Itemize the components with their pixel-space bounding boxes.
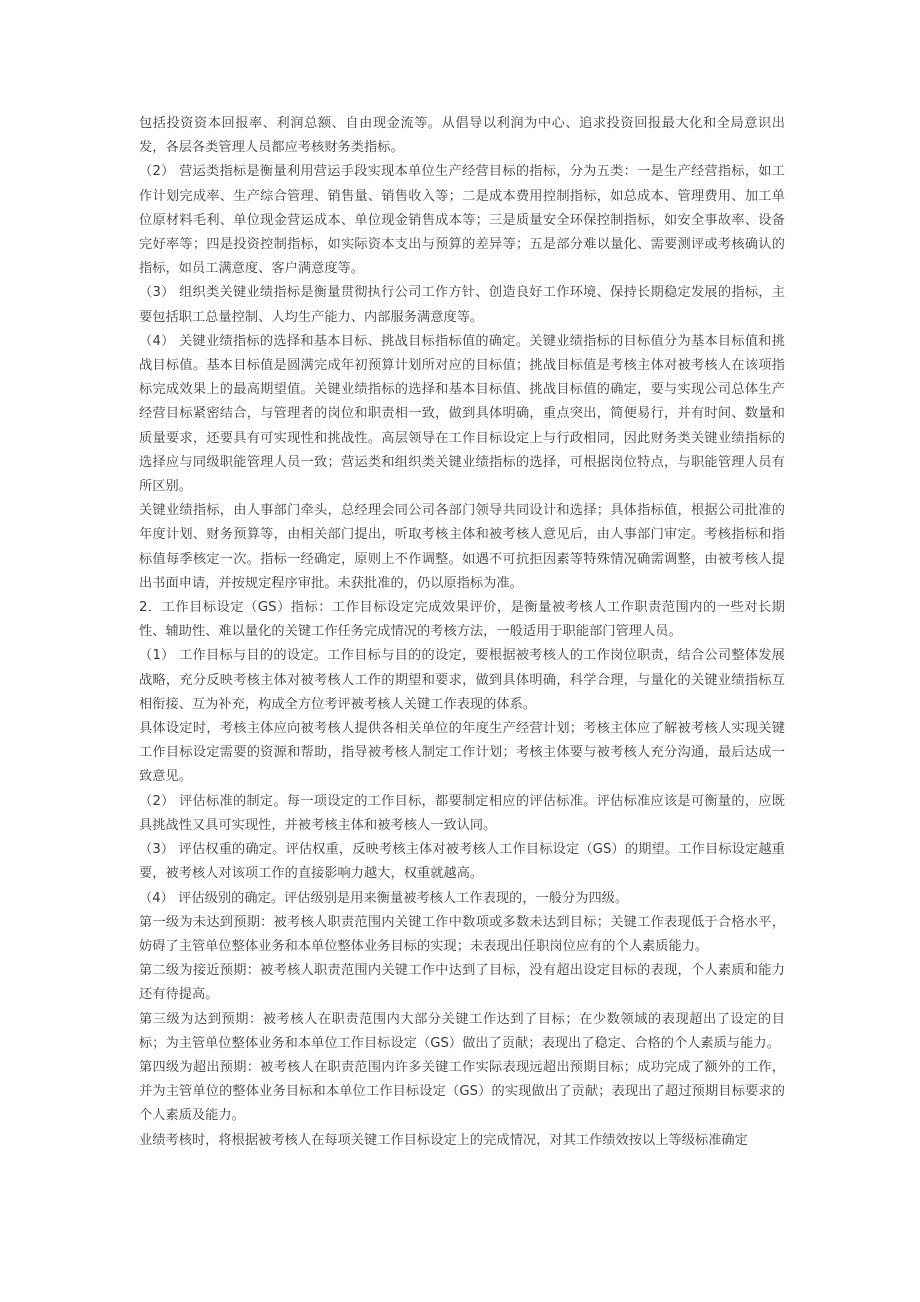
paragraph-evaluation-standards: （2） 评估标准的制定。每一项设定的工作目标，都要制定相应的评估标准。评估标准应该是可衡量的，应既具挑战性又具可实现性，并被考核主体和被考核人一致认同。 <box>139 793 785 833</box>
document-body <box>139 112 785 1153</box>
paragraph-kpi-target-values: （4） 关键业绩指标的选择和基本目标、挑战目标指标值的确定。关键业绩指标的目标值分为基本目标值和挑战目标值。基本目标值是圆满完成年初预算计划所对应的目标值；挑战目标值是考核主体对被考核人在该项指标完成效果上的最高期望值。关键业绩指标的选择和基本目标值、挑战目标值的确定，要与实现公司总体生产经营目标紧密结合，与管理者的岗位和职责相一致，做到具体明确，重点突出，简便易行，并有时间、数量和质量要求，还要具有可实现性和挑战性。高层领导在工作目标设定上与行政相同，因此财务类关键业绩指标的选择应与同级职能管理人员一致；营运类和组织类关键业绩指标的选择，可根据岗位特点，与职能管理人员有所区别。 <box>139 333 785 495</box>
paragraph-level-two: 第二级为接近预期：被考核人职责范围内关键工作中达到了目标，没有超出设定目标的表现，个人素质和能力还有待提高。 <box>139 963 785 1003</box>
paragraph-kpi-selection-process: 关键业绩指标，由人事部门牵头，总经理会同公司各部门领导共同设计和选择；具体指标值，根据公司批准的年度计划、财务预算等，由相关部门提出，听取考核主体和被考核人意见后，由人事部门审定。考核指标和指标值每季核定一次。指标一经确定，原则上不作调整。如遇不可抗拒因素等特殊情况确需调整，由被考核人提出书面申请，并按规定程序审批。未获批准的，仍以原指标为准。 <box>139 503 785 591</box>
paragraph-financial-indicators-cont: 包括投资资本回报率、利润总额、自由现金流等。从倡导以利润为中心、追求投资回报最大化和全局意识出发，各层各类管理人员都应考核财务类指标。 <box>139 116 785 156</box>
paragraph-evaluation-levels: （4） 评估级别的确定。评估级别是用来衡量被考核人工作表现的，一般分为四级。 <box>139 890 629 906</box>
paragraph-evaluation-weights: （3） 评估权重的确定。评估权重，反映考核主体对被考核人工作目标设定（GS）的期望。工作目标设定越重要，被考核人对该项工作的直接影响力越大，权重就越高。 <box>139 842 785 882</box>
paragraph-gs-indicators: 2．工作目标设定（GS）指标：工作目标设定完成效果评价，是衡量被考核人工作职责范围内的一些对长期性、辅助性、难以量化的关键工作任务完成情况的考核方法，一般适用于职能部门管理人员。 <box>139 600 785 640</box>
paragraph-performance-review: 业绩考核时，将根据被考核人在每项关键工作目标设定上的完成情况，对其工作绩效按以上等级标准确定 <box>139 1132 748 1148</box>
paragraph-level-four: 第四级为超出预期：被考核人在职责范围内许多关键工作实际表现远超出预期目标；成功完成了额外的工作，并为主管单位的整体业务目标和本单位工作目标设定（GS）的实现做出了贡献；表现出了超过预期目标要求的个人素质及能力。 <box>139 1059 785 1124</box>
paragraph-gs-goal-setting: （1） 工作目标与目的的设定。工作目标与目的的设定，要根据被考核人的工作岗位职责，结合公司整体发展战略，充分反映考核主体对被考核人工作的期望和要求，做到具体明确，科学合理，与量化的关键业绩指标互相衔接、互为补充，构成全方位考评被考核人关键工作表现的体系。 <box>139 648 785 712</box>
paragraph-gs-specific-setting: 具体设定时，考核主体应向被考核人提供各相关单位的年度生产经营计划；考核主体应了解被考核人实现关键工作目标设定需要的资源和帮助，指导被考核人制定工作计划；考核主体要与被考核人充分沟通，最后达成一致意见。 <box>139 721 785 785</box>
paragraph-level-one: 第一级为未达到预期：被考核人职责范围内关键工作中数项或多数未达到目标；关键工作表现低于合格水平，妨碍了主管单位整体业务和本单位整体业务目标的实现；未表现出任职岗位应有的个人素质能力。 <box>139 914 785 954</box>
paragraph-level-three: 第三级为达到预期：被考核人在职责范围内大部分关键工作达到了目标；在少数领域的表现超出了设定的目标；为主管单位整体业务和本单位工作目标设定（GS）做出了贡献；表现出了稳定、合格的个人素质与能力。 <box>139 1011 785 1051</box>
paragraph-organizational-indicators: （3） 组织类关键业绩指标是衡量贯彻执行公司工作方针、创造良好工作环境、保持长期稳定发展的指标，主要包括职工总量控制、人均生产能力、内部服务满意度等。 <box>139 285 785 325</box>
paragraph-operational-indicators: （2） 营运类指标是衡量利用营运手段实现本单位生产经营目标的指标，分为五类：一是生产经营指标，如工作计划完成率、生产综合管理、销售量、销售收入等；二是成本费用控制指标，如总成本、管理费用、加工单位原材料毛利、单位现金营运成本、单位现金销售成本等；三是质量安全环保控制指标，如安全事故率、设备完好率等；四是投资控制指标，如实际资本支出与预算的差异等；五是部分难以量化、需要测评或考核确认的指标，如员工满意度、客户满意度等。 <box>139 164 785 277</box>
